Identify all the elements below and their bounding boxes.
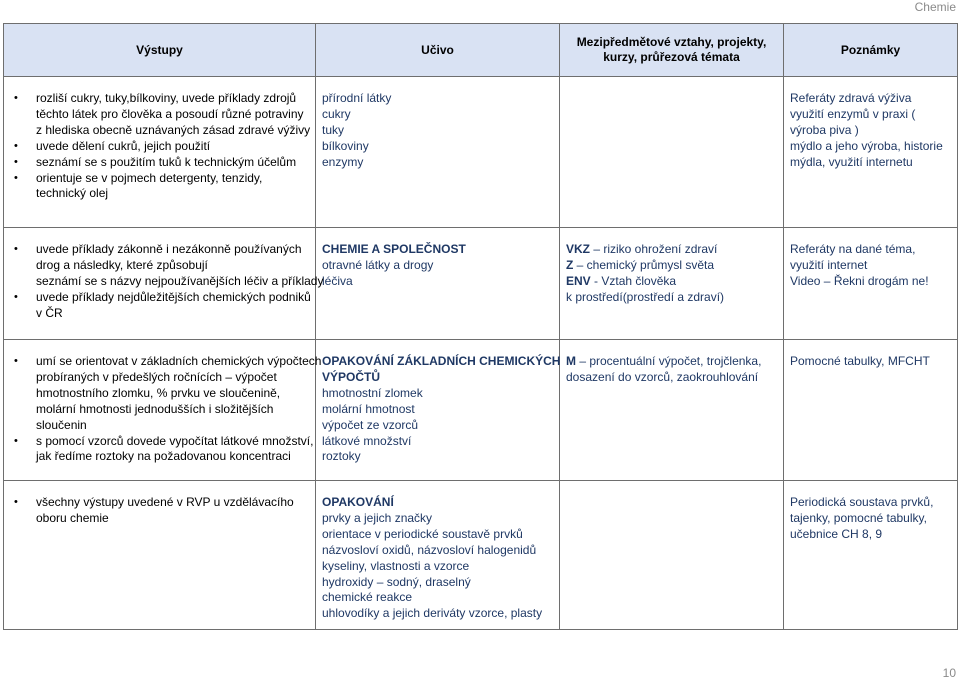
- outcome-item: • s pomocí vzorců dovede vypočítat látkové množství, jak ředíme roztoky na požadovanou koncentraci: [36, 434, 309, 466]
- column-header-relations: Mezipředmětové vztahy, projekty, kurzy, průřezová témata: [560, 24, 784, 77]
- table-row: [4, 228, 958, 340]
- outcomes-cell: [4, 228, 324, 340]
- page-number: 10: [942, 666, 956, 680]
- curriculum-cell: přírodní látky cukry tuky bílkoviny enzymy: [316, 77, 560, 228]
- curriculum-title: CHEMIE A SPOLEČNOST: [322, 242, 466, 256]
- outcomes-cell: [4, 77, 316, 228]
- outcome-item: • uvede příklady nejdůležitějších chemických podniků v ČR: [36, 290, 309, 322]
- notes-cell: Periodická soustava prvků, tajenky, pomocné tabulky, učebnice CH 8, 9: [784, 481, 958, 630]
- column-header-notes: Poznámky: [784, 24, 958, 77]
- curriculum-cell: OPAKOVÁNÍ prvky a jejich značky orientace v periodické soustavě prvků názvosloví oxidů, názvosloví halogenidů kyseliny, vlastnosti a vzorce hydroxidy – sodný, draselný chemické reakce uhlovodíky a jejich deriváty vzorce, plasty: [316, 481, 560, 630]
- header-subject: Chemie: [914, 0, 956, 14]
- outcome-item: • uvede příklady zákonně i nezákonně používaných drog a následky, které způsobují seznámí se s názvy nejpoužívanějších léčiv a příklady: [36, 242, 309, 290]
- curriculum-title: OPAKOVÁNÍ: [322, 495, 394, 509]
- outcomes-cell: [4, 481, 316, 630]
- relations-cell: VKZ – riziko ohrožení zdraví Z – chemický průmysl světa ENV - Vztah člověka k prostředí(prostředí a zdraví): [560, 228, 784, 340]
- curriculum-cell: OPAKOVÁNÍ ZÁKLADNÍCH CHEMICKÝCH VÝPOČTŮ hmotnostní zlomek molární hmotnost výpočet ze vzorců látkové množství roztoky: [316, 340, 560, 481]
- outcome-item: • uvede dělení cukrů, jejich použití: [36, 139, 309, 155]
- curriculum-cell: CHEMIE A SPOLEČNOST otravné látky a drogy léčiva: [316, 228, 560, 340]
- curriculum-table: [3, 23, 958, 630]
- relations-cell: [560, 481, 784, 630]
- notes-cell: Referáty na dané téma, využití internet Video – Řekni drogám ne!: [784, 228, 958, 340]
- relations-cell: [560, 77, 784, 228]
- table-row: [4, 77, 958, 228]
- notes-cell: Referáty zdravá výživa využití enzymů v praxi ( výroba piva ) mýdlo a jeho výroba, historie mýdla, využití internetu: [784, 77, 958, 228]
- outcome-item: • všechny výstupy uvedené v RVP u vzdělávacího oboru chemie: [36, 495, 309, 527]
- column-header-outcomes: Výstupy: [4, 24, 316, 77]
- outcome-item: • orientuje se v pojmech detergenty, tenzidy, technický olej: [36, 171, 309, 203]
- outcome-item: • rozliší cukry, tuky,bílkoviny, uvede příklady zdrojů těchto látek pro člověka a posoudí různé potraviny z hlediska obecně uznávaných zásad zdravé výživy: [36, 91, 309, 139]
- outcomes-cell: [4, 340, 322, 481]
- outcome-item: • umí se orientovat v základních chemických výpočtech probíraných v předešlých ročnících – výpočet hmotnostního zlomku, % prvku ve sloučenině, molární hmotnosti jednodušších i složitějších sloučenin: [36, 354, 309, 434]
- outcome-item: • seznámí se s použitím tuků k technickým účelům: [36, 155, 309, 171]
- curriculum-title: OPAKOVÁNÍ ZÁKLADNÍCH CHEMICKÝCH: [322, 354, 561, 368]
- table-row: [4, 340, 958, 481]
- curriculum-title: VÝPOČTŮ: [322, 369, 381, 384]
- table-row: [4, 481, 958, 630]
- column-header-curriculum: Učivo: [316, 24, 560, 77]
- notes-cell: Pomocné tabulky, MFCHT: [784, 340, 958, 481]
- table-header-row: [4, 24, 958, 77]
- relations-cell: M – procentuální výpočet, trojčlenka, dosazení do vzorců, zaokrouhlování: [560, 340, 784, 481]
